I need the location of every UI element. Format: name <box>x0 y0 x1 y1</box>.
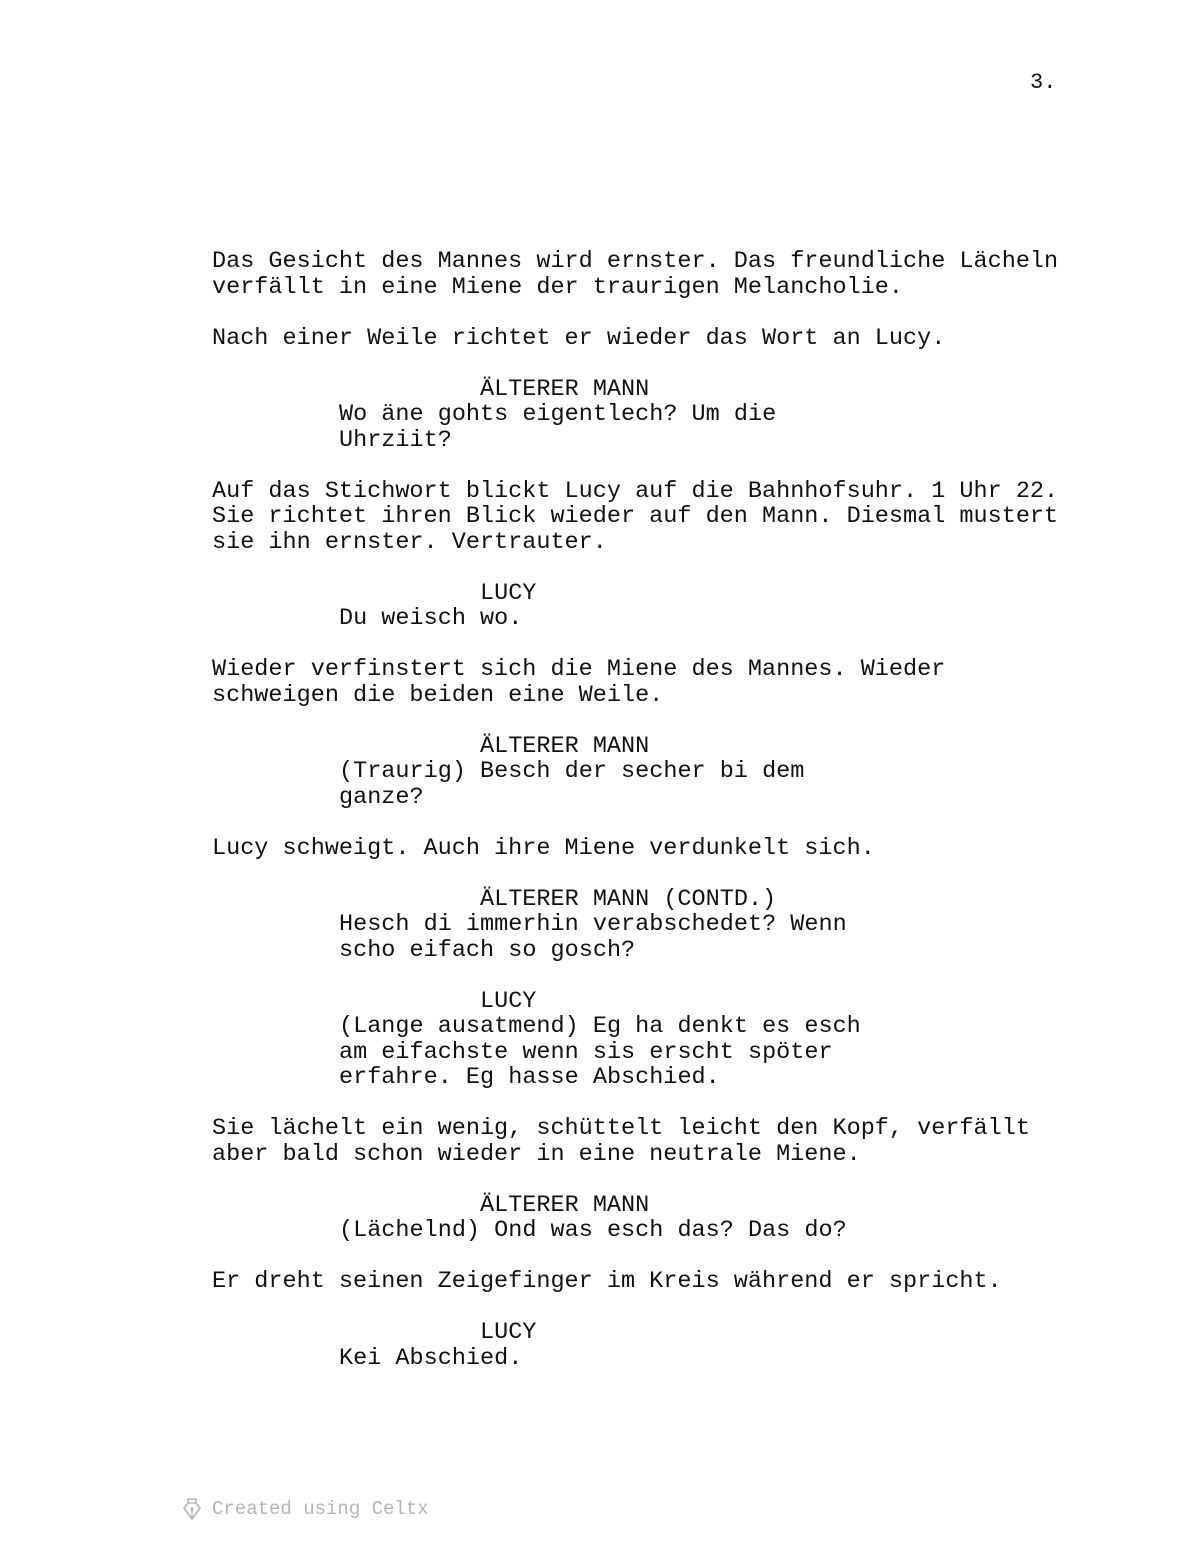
dialogue-line: Uhrziit? <box>339 426 452 454</box>
action-line: schweigen die beiden eine Weile. <box>212 681 664 709</box>
action-line: aber bald schon wieder in eine neutrale Miene. <box>212 1140 861 1168</box>
action-line: Lucy schweigt. Auch ihre Miene verdunkelt sich. <box>212 834 875 862</box>
character-name: LUCY <box>480 987 537 1015</box>
footer-text: Created using Celtx <box>212 1498 429 1520</box>
dialogue-line: (Lächelnd) Ond was esch das? Das do? <box>339 1217 847 1244</box>
pen-nib-icon <box>182 1497 202 1521</box>
character-name: ÄLTERER MANN <box>480 732 650 760</box>
action-line: Sie lächelt ein wenig, schüttelt leicht den Kopf, verfällt <box>212 1115 1030 1142</box>
action-line: Sie richtet ihren Blick wieder auf den Mann. Diesmal mustert <box>212 503 1059 530</box>
action-line: Wieder verfinstert sich die Miene des Mannes. Wieder <box>212 656 946 683</box>
dialogue-line: (Lange ausatmend) Eg ha denkt es esch <box>339 1013 861 1040</box>
action-line: Er dreht seinen Zeigefinger im Kreis während er spricht. <box>212 1268 1002 1295</box>
screenplay-body <box>212 249 1082 1371</box>
action-line: verfällt in eine Miene der traurigen Melancholie. <box>212 273 904 301</box>
dialogue-line: erfahre. Eg hasse Abschied. <box>339 1064 720 1091</box>
action-line: Das Gesicht des Mannes wird ernster. Das freundliche Lächeln <box>212 248 1059 275</box>
dialogue-line: Wo äne gohts eigentlech? Um die <box>339 401 777 428</box>
dialogue-line: am eifachste wenn sis erscht spöter <box>339 1038 833 1066</box>
character-name: ÄLTERER MANN <box>480 375 650 403</box>
character-name: ÄLTERER MANN (CONTD.) <box>480 885 777 913</box>
dialogue-line: (Traurig) Besch der secher bi dem <box>339 758 805 785</box>
dialogue-line: scho eifach so gosch? <box>339 936 636 964</box>
footer-credit <box>182 1497 429 1521</box>
character-name: LUCY <box>480 579 537 607</box>
action-line: Auf das Stichwort blickt Lucy auf die Bahnhofsuhr. 1 Uhr 22. <box>212 477 1059 505</box>
action-line: sie ihn ernster. Vertrauter. <box>212 528 607 556</box>
dialogue-line: Kei Abschied. <box>339 1344 523 1372</box>
dialogue-line: Du weisch wo. <box>339 605 523 632</box>
character-name: LUCY <box>480 1319 537 1346</box>
character-name: ÄLTERER MANN <box>480 1191 650 1219</box>
page-number: 3. <box>1030 70 1057 95</box>
action-line: Nach einer Weile richtet er wieder das Wort an Lucy. <box>212 324 946 352</box>
dialogue-line: ganze? <box>339 783 424 811</box>
dialogue-line: Hesch di immerhin verabschedet? Wenn <box>339 911 847 938</box>
